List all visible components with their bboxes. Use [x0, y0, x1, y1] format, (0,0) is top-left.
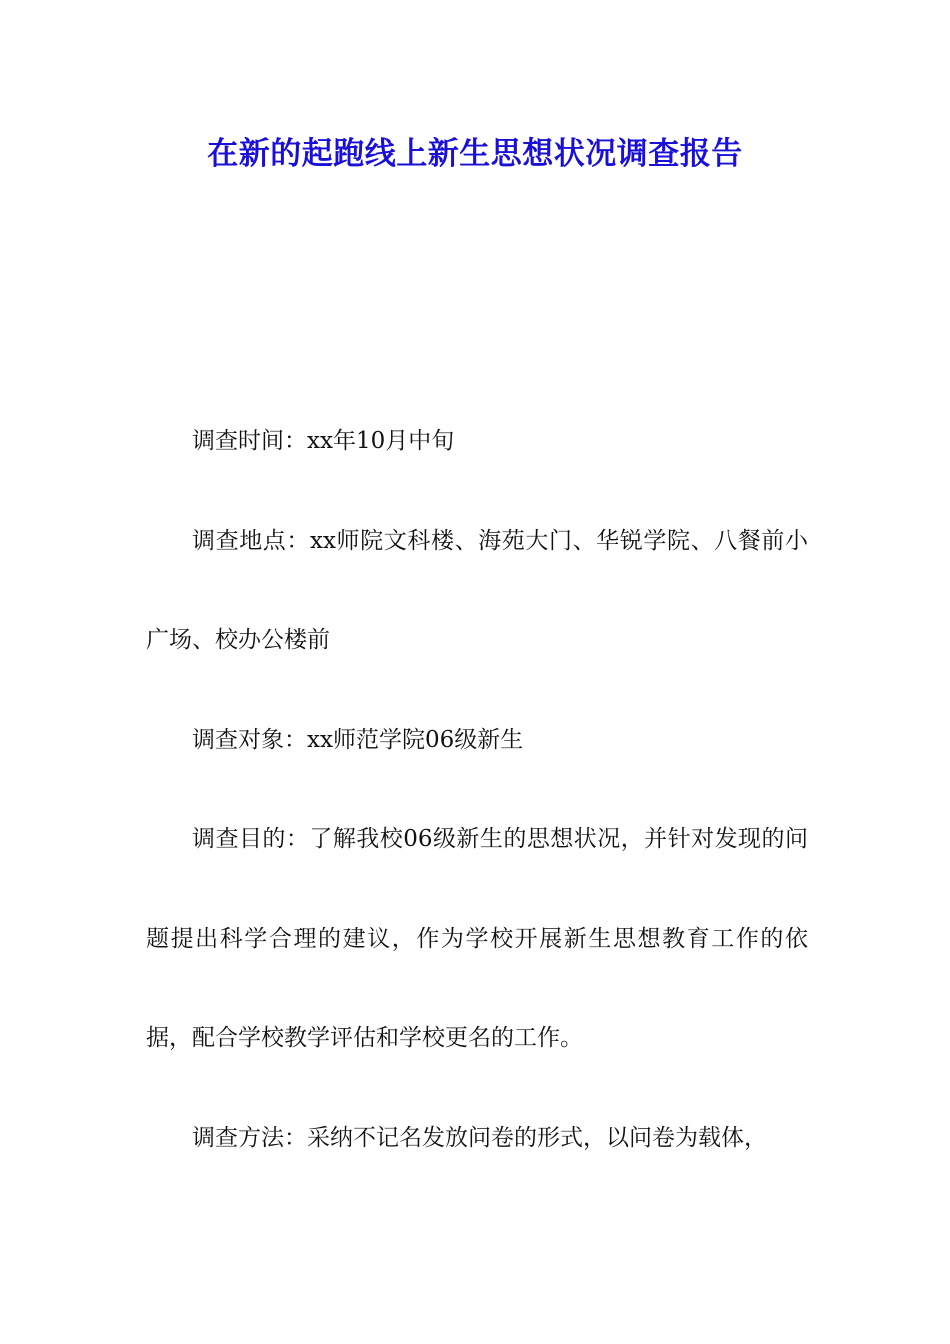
paragraph-survey-location: 调查地点：xx师院文科楼、海苑大门、华锐学院、八餐前小广场、校办公楼前 — [146, 527, 808, 653]
document-title: 在新的起跑线上新生思想状况调查报告 — [207, 136, 743, 172]
paragraph-survey-purpose: 调查目的：了解我校06级新生的思想状况，并针对发现的问题提出科学合理的建议，作为学校开展新生思想教育工作的依据，配合学校教学评估和学校更名的工作。 — [146, 826, 808, 1051]
paragraph-survey-subjects: 调查对象：xx师范学院06级新生 — [192, 726, 524, 753]
paragraph-survey-time: 调查时间：xx年10月中旬 — [192, 428, 455, 454]
paragraph-survey-method: 调查方法：采纳不记名发放问卷的形式，以问卷为载体， — [192, 1124, 767, 1151]
document-body — [146, 392, 808, 1188]
